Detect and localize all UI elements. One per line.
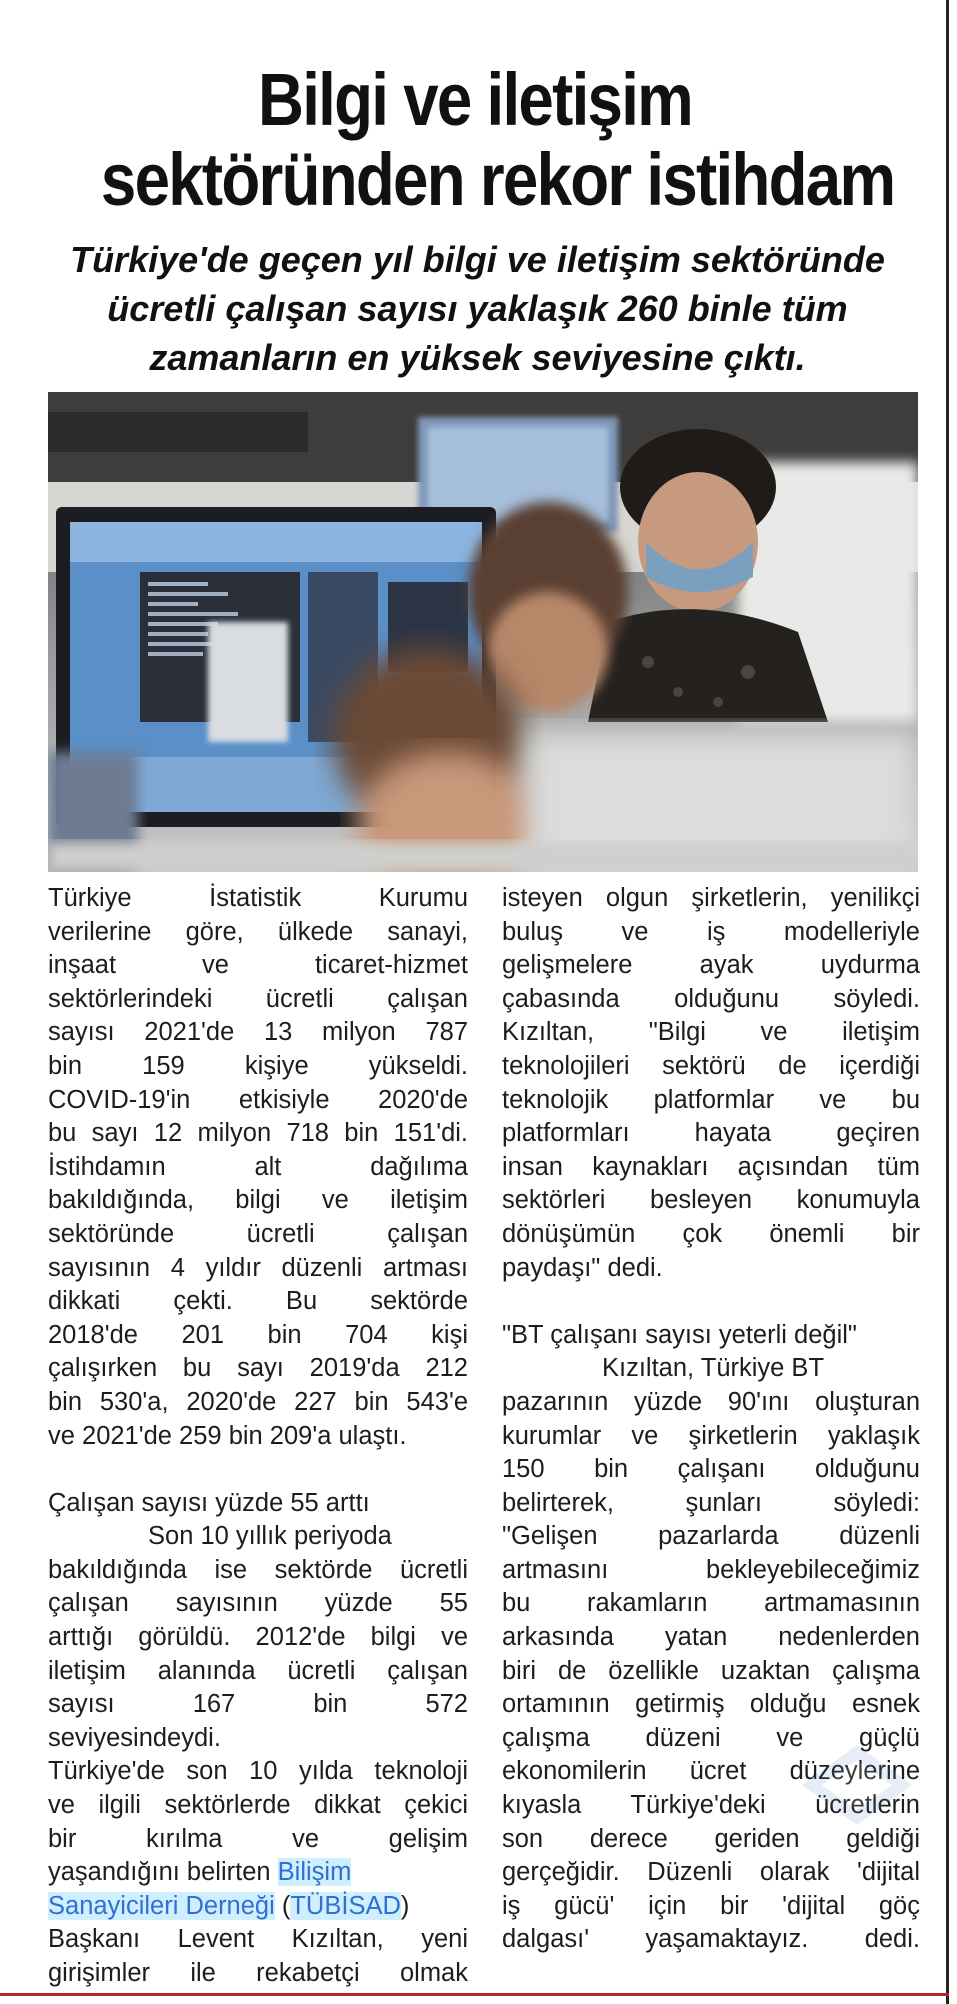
body-line: Türkiye'de son 10 yılda teknoloji bbox=[48, 1757, 468, 1786]
body-line: ve ilgili sektörlerde dikkat çekici bbox=[48, 1791, 468, 1820]
body-line: gerçeğidir. Düzenli olarak 'dijital bbox=[502, 1858, 920, 1887]
body-line: ve 2021'de 259 bin 209'a ulaştı. bbox=[48, 1421, 407, 1450]
body-line: buluş ve iş modelleriyle bbox=[502, 917, 920, 946]
body-line: bir kırılma ve gelişim bbox=[48, 1824, 468, 1853]
body-line: ortamının getirmiş olduğu esnek bbox=[502, 1690, 920, 1719]
body-line: İstihdamın alt dağılıma bbox=[48, 1152, 468, 1181]
body-line: insan kaynakları açısından tüm bbox=[502, 1152, 920, 1181]
body-line: kurumlar ve şirketlerin yaklaşık bbox=[502, 1421, 920, 1450]
body-line: sektörlerindeki ücretli çalışan bbox=[48, 984, 468, 1013]
body-line: ekonomilerin ücret düzeylerine bbox=[502, 1757, 920, 1786]
photo-office-workers-icon bbox=[48, 392, 918, 872]
body-line: sayısı 2021'de 13 milyon 787 bbox=[48, 1018, 468, 1047]
body-line: teknolojileri sektörü de içerdiği bbox=[502, 1051, 920, 1080]
paragraph-gap bbox=[502, 1285, 920, 1319]
body-line: bin 159 kişiye yükseldi. bbox=[48, 1051, 468, 1080]
body-line: seviyesindeydi. bbox=[48, 1723, 221, 1752]
body-line: biri de özellikle uzaktan çalışma bbox=[502, 1656, 920, 1685]
body-line: iletişim alanında ücretli çalışan bbox=[48, 1656, 468, 1685]
section-subhead: "BT çalışanı sayısı yeterli değil" bbox=[502, 1320, 857, 1349]
body-line-highlighted bbox=[48, 1890, 468, 1924]
headline bbox=[100, 58, 895, 221]
subhead-line-2: ücretli çalışan sayısı yaklaşık 260 binle tüm bbox=[107, 288, 848, 329]
section-subhead: Çalışan sayısı yüzde 55 arttı bbox=[48, 1488, 370, 1517]
body-line: arttığı görüldü. 2012'de bilgi ve bbox=[48, 1623, 468, 1652]
page-border-right bbox=[946, 0, 949, 2004]
body-line: gelişmelere ayak uydurma bbox=[502, 951, 920, 980]
article-photo bbox=[48, 392, 918, 872]
subheadline bbox=[40, 235, 915, 382]
headline-line-1: Bilgi ve iletişim bbox=[257, 58, 693, 141]
body-line: Kızıltan, "Bilgi ve iletişim bbox=[502, 1018, 920, 1047]
body-line: COVID-19'in etkisiyle 2020'de bbox=[48, 1085, 468, 1114]
body-line: kıyasla Türkiye'deki ücretlerin bbox=[502, 1791, 920, 1820]
body-line: bakıldığında ise sektörde ücretli bbox=[48, 1555, 468, 1584]
watermark-icon bbox=[797, 1740, 917, 1830]
body-line: sayısının 4 yıldır düzenli artması bbox=[48, 1253, 468, 1282]
body-line: çalışma düzeni ve güçlü bbox=[502, 1723, 920, 1752]
body-line: sektörleri besleyen konumuyla bbox=[502, 1186, 920, 1215]
body-line: dönüşümün çok önemli bir bbox=[502, 1219, 920, 1248]
body-line: çalışan sayısının yüzde 55 bbox=[48, 1589, 468, 1618]
paren-open: ( bbox=[274, 1891, 291, 1920]
body-line: Kızıltan, Türkiye BT bbox=[602, 1354, 825, 1383]
paren-close: ) bbox=[400, 1891, 410, 1920]
page-border-bottom bbox=[0, 1993, 949, 1996]
body-line: Başkanı Levent Kızıltan, yeni bbox=[48, 1925, 468, 1954]
body-line: inşaat ve ticaret-hizmet bbox=[48, 951, 468, 980]
highlight-tubisad: TÜBİSAD bbox=[290, 1891, 401, 1920]
body-line: sektöründe ücretli çalışan bbox=[48, 1219, 468, 1248]
body-text: yaşandığını belirten bbox=[48, 1858, 278, 1887]
highlight-sanayicileri-dernegi: Sanayicileri Derneği bbox=[48, 1891, 275, 1920]
headline-line-2: sektöründen rekor istihdam bbox=[100, 138, 895, 221]
subhead-line-3: zamanların en yüksek seviyesine çıktı. bbox=[149, 337, 806, 378]
body-line: belirterek, şunları söyledi: bbox=[502, 1488, 920, 1517]
body-line: artmasını bekleyebileceğimiz bbox=[502, 1555, 920, 1584]
body-line: dalgası' yaşamaktayız. dedi. bbox=[502, 1925, 920, 1954]
body-line: Türkiye İstatistik Kurumu bbox=[48, 884, 468, 912]
body-line: çalışırken bu sayı 2019'da 212 bbox=[48, 1354, 468, 1383]
body-line: 150 bin çalışanı olduğunu bbox=[502, 1455, 920, 1484]
body-line: son derece geriden geldiği bbox=[502, 1824, 920, 1853]
body-line: arkasında yatan nedenlerden bbox=[502, 1623, 920, 1652]
body-line: platformları hayata geçiren bbox=[502, 1119, 920, 1148]
body-line: iş gücü' için bir 'dijital göç bbox=[502, 1891, 920, 1920]
body-line: bu sayı 12 milyon 718 bin 151'di. bbox=[48, 1119, 468, 1148]
body-line: bakıldığında, bilgi ve iletişim bbox=[48, 1186, 468, 1215]
body-line: dikkati çekti. Bu sektörde bbox=[48, 1287, 468, 1316]
article-body-left bbox=[48, 882, 468, 1991]
body-line: teknolojik platformlar ve bu bbox=[502, 1085, 920, 1114]
body-line-highlighted bbox=[48, 1856, 468, 1890]
body-line: çabasında olduğunu söyledi. bbox=[502, 984, 920, 1013]
body-line: paydaşı" dedi. bbox=[502, 1253, 663, 1282]
subhead-line-1: Türkiye'de geçen yıl bilgi ve iletişim sektöründe bbox=[70, 239, 885, 280]
body-line: Son 10 yıllık periyoda bbox=[148, 1522, 392, 1551]
highlight-bilisim: Bilişim bbox=[277, 1858, 352, 1887]
body-line: isteyen olgun şirketlerin, yenilikçi bbox=[502, 884, 920, 912]
body-line: sayısı 167 bin 572 bbox=[48, 1690, 468, 1719]
body-line: girişimler ile rekabetçi olmak bbox=[48, 1959, 468, 1987]
body-line: pazarının yüzde 90'ını oluşturan bbox=[502, 1387, 920, 1416]
body-line: bin 530'a, 2020'de 227 bin 543'e bbox=[48, 1387, 468, 1416]
body-line: 2018'de 201 bin 704 kişi bbox=[48, 1320, 468, 1349]
body-line: verilerine göre, ülkede sanayi, bbox=[48, 917, 468, 946]
body-line: bu rakamların artmamasının bbox=[502, 1589, 920, 1618]
body-line: "Gelişen pazarlarda düzenli bbox=[502, 1522, 920, 1551]
paragraph-gap bbox=[48, 1453, 468, 1487]
